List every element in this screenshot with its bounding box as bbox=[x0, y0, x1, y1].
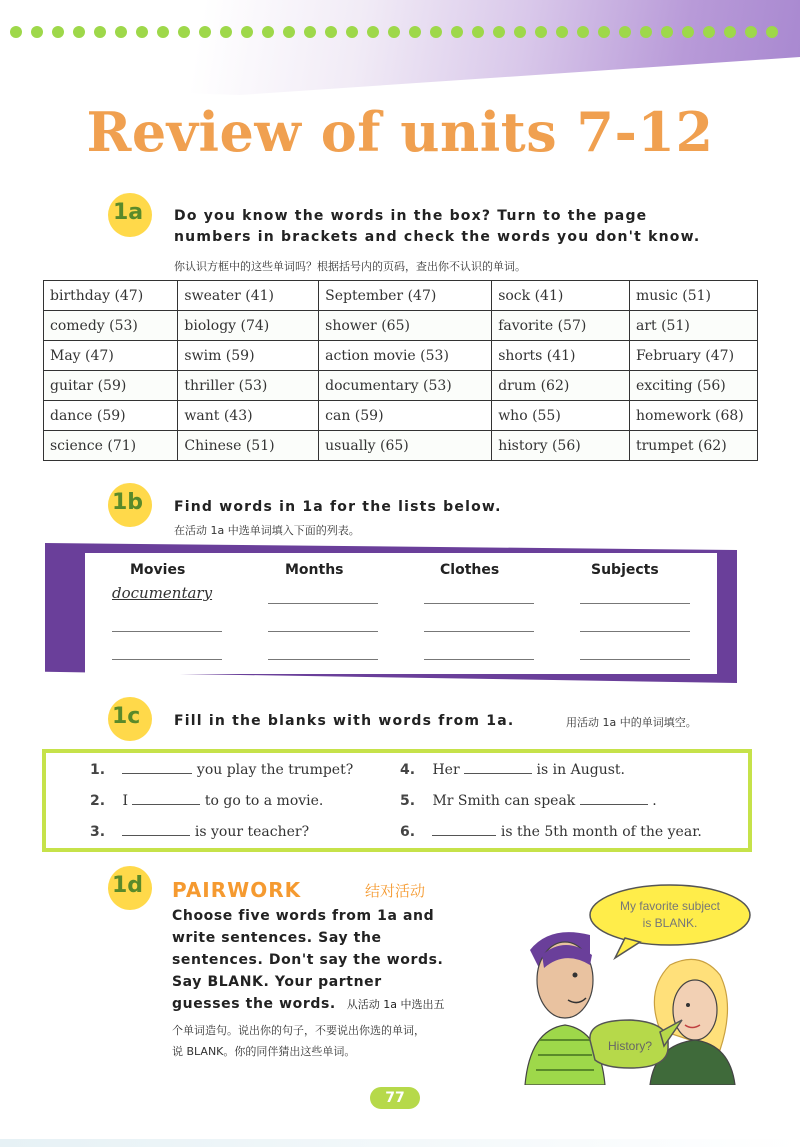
blank-line[interactable] bbox=[268, 659, 378, 660]
header-dot bbox=[367, 26, 379, 38]
header-dot bbox=[178, 26, 190, 38]
speech-bubble-1 bbox=[590, 885, 750, 958]
blank-line[interactable] bbox=[580, 631, 690, 632]
speech-bubble-1-text: My favorite subject bbox=[619, 899, 721, 913]
pairwork-line bbox=[172, 993, 502, 1016]
example-answer: documentary bbox=[112, 584, 213, 602]
speech-bubble-2-text: History? bbox=[607, 1039, 653, 1053]
header-dot bbox=[73, 26, 85, 38]
word-cell: homework (68) bbox=[629, 401, 757, 431]
badge-1c-label: 1c bbox=[112, 704, 141, 729]
header-dot bbox=[598, 26, 610, 38]
header-dot bbox=[745, 26, 757, 38]
header-dot bbox=[157, 26, 169, 38]
header-dot bbox=[325, 26, 337, 38]
header-dot bbox=[241, 26, 253, 38]
answer-blank[interactable] bbox=[122, 763, 192, 774]
fill-item-text: . bbox=[652, 793, 657, 809]
word-table-row bbox=[44, 281, 758, 311]
column-months: Months bbox=[285, 562, 344, 578]
word-cell: drum (62) bbox=[492, 371, 630, 401]
word-cell: shorts (41) bbox=[492, 341, 630, 371]
instruction-1c-cn: 用活动 1a 中的单词填空。 bbox=[566, 716, 697, 729]
instruction-1a bbox=[174, 206, 774, 248]
header-dot bbox=[451, 26, 463, 38]
header-dot bbox=[283, 26, 295, 38]
header-dot bbox=[304, 26, 316, 38]
word-cell: dance (59) bbox=[44, 401, 178, 431]
word-cell: action movie (53) bbox=[319, 341, 492, 371]
blank-line[interactable] bbox=[424, 603, 534, 604]
pairwork-illustration bbox=[520, 880, 780, 1085]
word-cell: science (71) bbox=[44, 431, 178, 461]
header-dot bbox=[220, 26, 232, 38]
column-clothes: Clothes bbox=[440, 562, 500, 578]
badge-1a-label: 1a bbox=[113, 200, 144, 225]
fill-item-number: 5. bbox=[400, 793, 416, 809]
header-dot bbox=[514, 26, 526, 38]
fill-item-3 bbox=[90, 824, 309, 840]
word-cell: documentary (53) bbox=[319, 371, 492, 401]
pairwork-line: sentences. Don't say the words. bbox=[172, 952, 444, 968]
fill-item-text: you play the trumpet? bbox=[196, 762, 354, 778]
header-band bbox=[0, 0, 800, 95]
header-dots bbox=[10, 26, 778, 38]
blank-line[interactable] bbox=[424, 659, 534, 660]
word-cell: can (59) bbox=[319, 401, 492, 431]
header-dot bbox=[199, 26, 211, 38]
boy-figure bbox=[525, 932, 605, 1085]
instruction-1b-cn: 在活动 1a 中选单词填入下面的列表。 bbox=[174, 524, 360, 537]
column-movies: Movies bbox=[130, 562, 186, 578]
word-cell: want (43) bbox=[178, 401, 319, 431]
header-dot bbox=[388, 26, 400, 38]
pairwork-cn-line: 说 BLANK。你的同伴猜出这些单词。 bbox=[172, 1045, 356, 1058]
fill-item-5 bbox=[400, 793, 657, 809]
fill-item-number: 2. bbox=[90, 793, 106, 809]
instruction-1b: Find words in 1a for the lists below. bbox=[174, 499, 502, 515]
blank-line[interactable] bbox=[580, 603, 690, 604]
word-table-row bbox=[44, 371, 758, 401]
fill-item-number: 3. bbox=[90, 824, 106, 840]
fill-item-text: Her bbox=[432, 762, 460, 778]
word-cell: music (51) bbox=[629, 281, 757, 311]
word-cell: art (51) bbox=[629, 311, 757, 341]
pairwork-instructions bbox=[172, 905, 502, 1016]
pairwork-cn-line: 个单词造句。说出你的句子，不要说出你选的单词， bbox=[172, 1024, 425, 1037]
blank-line[interactable] bbox=[112, 631, 222, 632]
word-cell: favorite (57) bbox=[492, 311, 630, 341]
word-cell: comedy (53) bbox=[44, 311, 178, 341]
answer-blank[interactable] bbox=[432, 825, 496, 836]
header-dot bbox=[577, 26, 589, 38]
word-cell: shower (65) bbox=[319, 311, 492, 341]
header-dot bbox=[766, 26, 778, 38]
word-cell: sock (41) bbox=[492, 281, 630, 311]
word-cell: February (47) bbox=[629, 341, 757, 371]
header-dot bbox=[10, 26, 22, 38]
header-dot bbox=[115, 26, 127, 38]
pairwork-line: Say BLANK. Your partner bbox=[172, 974, 382, 990]
word-cell: swim (59) bbox=[178, 341, 319, 371]
word-cell: biology (74) bbox=[178, 311, 319, 341]
header-dot bbox=[409, 26, 421, 38]
instruction-1a-line2: numbers in brackets and check the words you don't know. bbox=[174, 229, 701, 245]
header-dot bbox=[703, 26, 715, 38]
page-title: Review of units 7-12 bbox=[86, 100, 714, 164]
instruction-1a-cn: 你认识方框中的这些单词吗？根据括号内的页码，查出你不认识的单词。 bbox=[174, 260, 526, 273]
fill-item-number: 6. bbox=[400, 824, 416, 840]
fill-item-text: is the 5th month of the year. bbox=[500, 824, 702, 840]
blank-line[interactable] bbox=[112, 659, 222, 660]
pairwork-line: Choose five words from 1a and bbox=[172, 908, 435, 924]
pairwork-heading-cn: 结对活动 bbox=[365, 882, 426, 900]
word-cell: Chinese (51) bbox=[178, 431, 319, 461]
word-cell: exciting (56) bbox=[629, 371, 757, 401]
badge-1b-label: 1b bbox=[112, 490, 144, 515]
instruction-1c: Fill in the blanks with words from 1a. bbox=[174, 713, 515, 729]
fill-item-text: to go to a movie. bbox=[204, 793, 324, 809]
word-cell: May (47) bbox=[44, 341, 178, 371]
answer-blank[interactable] bbox=[122, 825, 190, 836]
pairwork-line-text: guesses the words. bbox=[172, 996, 336, 1012]
word-cell: birthday (47) bbox=[44, 281, 178, 311]
answer-blank[interactable] bbox=[580, 794, 648, 805]
blank-line[interactable] bbox=[580, 659, 690, 660]
fill-item-4 bbox=[400, 762, 625, 778]
blank-line[interactable] bbox=[268, 603, 378, 604]
header-dot bbox=[535, 26, 547, 38]
header-dot bbox=[472, 26, 484, 38]
fill-item-text: I bbox=[122, 793, 128, 809]
badge-1d-label: 1d bbox=[112, 873, 144, 898]
word-box-table bbox=[43, 280, 758, 461]
fill-item-6 bbox=[400, 824, 702, 840]
bottom-edge bbox=[0, 1139, 800, 1147]
answer-blank[interactable] bbox=[132, 794, 200, 805]
header-dot bbox=[136, 26, 148, 38]
word-cell: usually (65) bbox=[319, 431, 492, 461]
instruction-1a-line1: Do you know the words in the box? Turn to the page bbox=[174, 208, 648, 224]
header-dot bbox=[262, 26, 274, 38]
header-dot bbox=[724, 26, 736, 38]
fill-item-2 bbox=[90, 793, 323, 809]
header-dot bbox=[430, 26, 442, 38]
fill-item-1 bbox=[90, 762, 353, 778]
word-cell: guitar (59) bbox=[44, 371, 178, 401]
word-cell: September (47) bbox=[319, 281, 492, 311]
blank-line[interactable] bbox=[268, 631, 378, 632]
column-subjects: Subjects bbox=[591, 562, 659, 578]
header-dot bbox=[682, 26, 694, 38]
word-cell: thriller (53) bbox=[178, 371, 319, 401]
pairwork-line: write sentences. Say the bbox=[172, 930, 382, 946]
fill-item-number: 4. bbox=[400, 762, 416, 778]
header-dot bbox=[493, 26, 505, 38]
word-cell: sweater (41) bbox=[178, 281, 319, 311]
fill-item-text: is in August. bbox=[536, 762, 625, 778]
word-cell: trumpet (62) bbox=[629, 431, 757, 461]
word-table-row bbox=[44, 401, 758, 431]
header-dot bbox=[94, 26, 106, 38]
word-table-row bbox=[44, 431, 758, 461]
fill-item-number: 1. bbox=[90, 762, 106, 778]
pairwork-heading: PAIRWORK bbox=[172, 878, 302, 902]
girl-figure bbox=[650, 959, 735, 1085]
word-cell: history (56) bbox=[492, 431, 630, 461]
fill-item-text: Mr Smith can speak bbox=[432, 793, 576, 809]
header-dot bbox=[619, 26, 631, 38]
header-dot bbox=[346, 26, 358, 38]
answer-blank[interactable] bbox=[464, 763, 532, 774]
speech-bubble-1-text: is BLANK. bbox=[642, 916, 698, 930]
word-cell: who (55) bbox=[492, 401, 630, 431]
word-table-row bbox=[44, 311, 758, 341]
fill-item-text: is your teacher? bbox=[194, 824, 310, 840]
page-number: 77 bbox=[370, 1087, 420, 1109]
blank-line[interactable] bbox=[424, 631, 534, 632]
word-table-row bbox=[44, 341, 758, 371]
header-dot bbox=[31, 26, 43, 38]
header-dot bbox=[52, 26, 64, 38]
pairwork-cn-inline: 从活动 1a 中选出五 bbox=[346, 998, 445, 1011]
header-dot bbox=[661, 26, 673, 38]
header-dot bbox=[640, 26, 652, 38]
header-dot bbox=[556, 26, 568, 38]
